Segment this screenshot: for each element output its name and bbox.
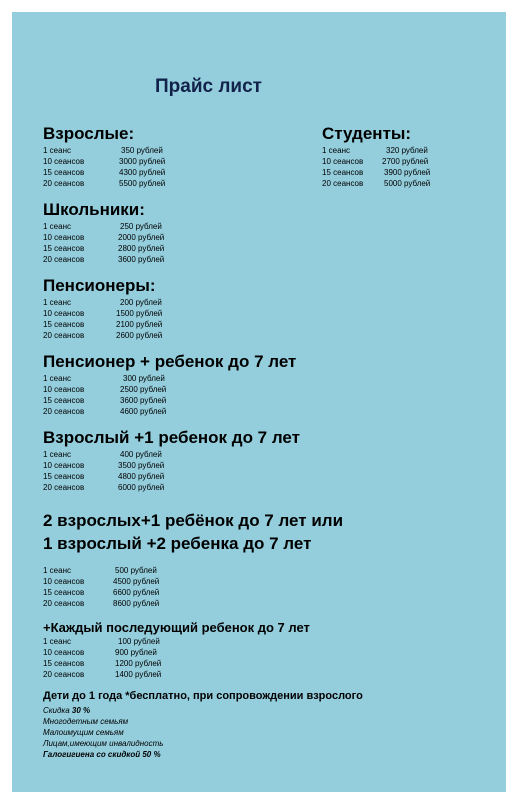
- row-label: 20 сеансов: [43, 331, 85, 340]
- price-row: [43, 406, 166, 417]
- price-row: [43, 145, 165, 156]
- price-row: [43, 243, 164, 254]
- price-row: [43, 636, 161, 647]
- price-row: [43, 373, 166, 384]
- row-price: 4600 рублей: [120, 407, 167, 416]
- row-label: 10 сеансов: [43, 233, 85, 242]
- row-price: 250 рублей: [120, 222, 162, 231]
- row-label: 10 сеансов: [43, 648, 85, 657]
- row-price: 320 рублей: [386, 146, 428, 155]
- section-heading-students: Студенты:: [322, 124, 412, 143]
- price-row: [43, 658, 161, 669]
- discount-group-large-families: Многодетным семьям: [43, 717, 129, 726]
- row-price: 2100 рублей: [116, 320, 163, 329]
- row-label: 10 сеансов: [43, 577, 85, 586]
- discount-prefix: Скидка: [43, 706, 72, 715]
- discount-group-low-income: Малоимущим семьям: [43, 728, 124, 737]
- row-price: 3900 рублей: [384, 168, 431, 177]
- price-rows-students: [322, 145, 430, 189]
- row-label: 15 сеансов: [43, 244, 85, 253]
- free-under-one-note: Дети до 1 года *бесплатно, при сопровождении взрослого: [43, 690, 363, 702]
- row-price: 3500 рублей: [118, 461, 165, 470]
- row-label: 15 сеансов: [43, 472, 85, 481]
- row-label: 15 сеансов: [43, 168, 85, 177]
- row-label: 1 сеанс: [43, 222, 71, 231]
- row-label: 20 сеансов: [43, 483, 85, 492]
- row-price: 2000 рублей: [118, 233, 165, 242]
- row-label: 15 сеансов: [43, 396, 85, 405]
- section-heading-adult-child: Взрослый +1 ребенок до 7 лет: [43, 428, 300, 447]
- price-row: [43, 254, 164, 265]
- row-price: 5000 рублей: [384, 179, 431, 188]
- price-rows-adults: [43, 145, 165, 189]
- price-row: [43, 330, 162, 341]
- row-label: 15 сеансов: [43, 588, 85, 597]
- row-price: 400 рублей: [120, 450, 162, 459]
- row-price: 1200 рублей: [115, 659, 162, 668]
- section-heading-adults: Взрослые:: [43, 124, 135, 143]
- price-row: [43, 471, 164, 482]
- price-row: [43, 460, 164, 471]
- price-row: [43, 232, 164, 243]
- row-price: 6000 рублей: [118, 483, 165, 492]
- price-row: [43, 669, 161, 680]
- section-heading-pensioner-child: Пенсионер + ребенок до 7 лет: [43, 352, 297, 371]
- price-row: [43, 647, 161, 658]
- price-row: [43, 167, 165, 178]
- discount-group-disabled: Лицам,имеющим инвалидность: [43, 739, 164, 748]
- row-label: 10 сеансов: [322, 157, 364, 166]
- row-price: 900 рублей: [115, 648, 157, 657]
- row-label: 10 сеансов: [43, 385, 85, 394]
- price-row: [43, 565, 159, 576]
- row-price: 6600 рублей: [113, 588, 160, 597]
- price-row: [43, 178, 165, 189]
- price-row: [43, 395, 166, 406]
- row-label: 1 сеанс: [43, 566, 71, 575]
- row-label: 10 сеансов: [43, 157, 85, 166]
- row-label: 15 сеансов: [43, 659, 85, 668]
- row-label: 10 сеансов: [43, 461, 85, 470]
- price-row: [43, 576, 159, 587]
- halotherapy-discount: Галогигиена со скидкой 50 %: [43, 750, 161, 759]
- row-price: 2800 рублей: [118, 244, 165, 253]
- row-label: 1 сеанс: [322, 146, 350, 155]
- row-price: 200 рублей: [120, 298, 162, 307]
- row-price: 3000 рублей: [119, 157, 166, 166]
- price-row: [43, 587, 159, 598]
- section-heading-two-adults: 2 взрослых+1 ребёнок до 7 лет или: [43, 511, 344, 530]
- price-row: [43, 449, 164, 460]
- row-price: 2600 рублей: [116, 331, 163, 340]
- row-price: 3600 рублей: [120, 396, 167, 405]
- discount-notes: [43, 705, 163, 760]
- section-heading-pensioners: Пенсионеры:: [43, 276, 156, 295]
- discount-value: 30 %: [71, 706, 91, 715]
- row-price: 2500 рублей: [120, 385, 167, 394]
- row-label: 20 сеансов: [43, 255, 85, 264]
- price-rows-adult-child: [43, 449, 164, 493]
- row-price: 100 рублей: [118, 637, 160, 646]
- price-rows-each-next-child: [43, 636, 161, 680]
- page-title: Прайс лист: [155, 76, 262, 97]
- price-row: [43, 308, 162, 319]
- row-price: 2700 рублей: [382, 157, 429, 166]
- row-label: 15 сеансов: [43, 320, 85, 329]
- row-label: 1 сеанс: [43, 450, 71, 459]
- discount-line: [43, 705, 163, 716]
- row-label: 1 сеанс: [43, 146, 71, 155]
- row-price: 500 рублей: [115, 566, 157, 575]
- price-row: [43, 297, 162, 308]
- price-row: [322, 145, 430, 156]
- row-label: 20 сеансов: [322, 179, 364, 188]
- row-label: 20 сеансов: [43, 670, 85, 679]
- row-label: 1 сеанс: [43, 298, 71, 307]
- row-price: 300 рублей: [123, 374, 165, 383]
- row-label: 10 сеансов: [43, 309, 85, 318]
- price-rows-family: [43, 565, 159, 609]
- price-row: [43, 598, 159, 609]
- price-row: [322, 156, 430, 167]
- row-price: 8600 рублей: [113, 599, 160, 608]
- row-price: 4500 рублей: [113, 577, 160, 586]
- section-heading-one-adult-two-children: 1 взрослый +2 ребенка до 7 лет: [43, 534, 312, 553]
- row-price: 3600 рублей: [118, 255, 165, 264]
- row-label: 20 сеансов: [43, 407, 85, 416]
- price-rows-pensioner-child: [43, 373, 166, 417]
- price-row: [43, 482, 164, 493]
- row-price: 4800 рублей: [118, 472, 165, 481]
- row-label: 20 сеансов: [43, 179, 85, 188]
- price-rows-pensioners: [43, 297, 162, 341]
- price-row: [43, 221, 164, 232]
- row-label: 1 сеанс: [43, 637, 71, 646]
- section-heading-schoolchildren: Школьники:: [43, 200, 145, 219]
- price-row: [322, 178, 430, 189]
- row-label: 15 сеансов: [322, 168, 364, 177]
- price-rows-schoolchildren: [43, 221, 164, 265]
- row-label: 20 сеансов: [43, 599, 85, 608]
- price-row: [43, 319, 162, 330]
- row-price: 350 рублей: [121, 146, 163, 155]
- price-row: [43, 156, 165, 167]
- row-price: 1500 рублей: [116, 309, 163, 318]
- row-label: 1 сеанс: [43, 374, 71, 383]
- price-row: [43, 384, 166, 395]
- section-heading-each-next-child: +Каждый последующий ребенок до 7 лет: [43, 620, 310, 635]
- row-price: 5500 рублей: [119, 179, 166, 188]
- row-price: 4300 рублей: [119, 168, 166, 177]
- price-row: [322, 167, 430, 178]
- row-price: 1400 рублей: [115, 670, 162, 679]
